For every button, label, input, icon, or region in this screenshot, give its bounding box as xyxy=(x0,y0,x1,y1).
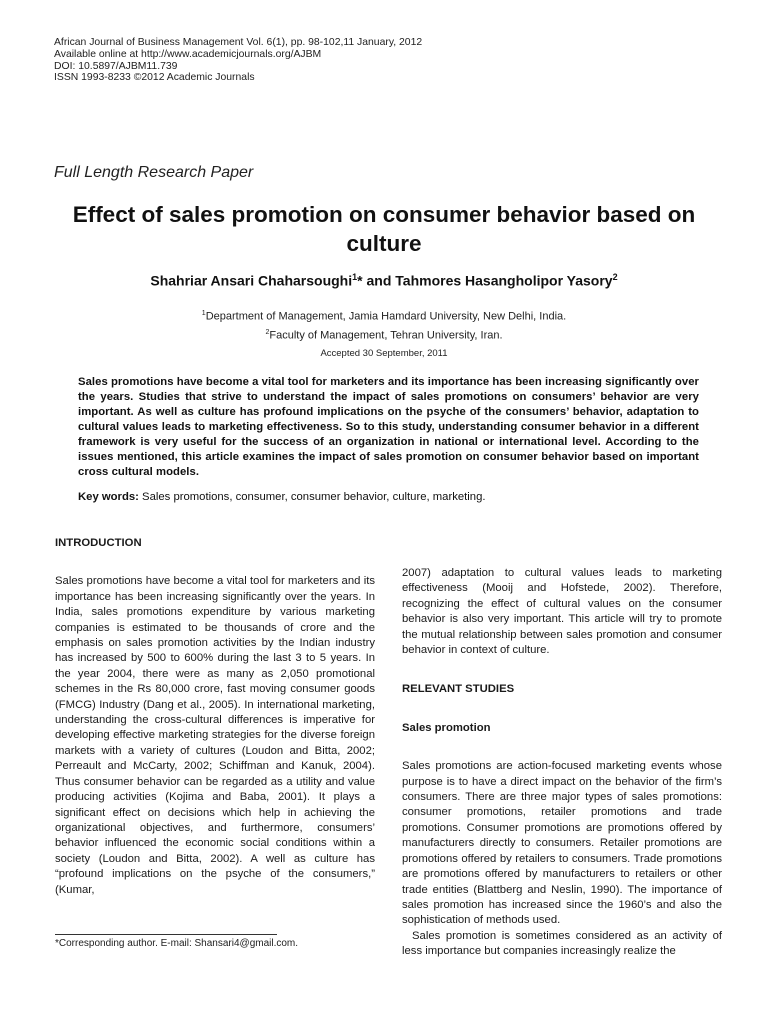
paper-title: Effect of sales promotion on consumer behavior based on culture xyxy=(72,202,696,256)
journal-citation: African Journal of Business Management Vol. 6(1), pp. 98-102,11 January, 2012 xyxy=(54,37,423,48)
keywords-label: Key words: xyxy=(78,491,139,503)
spacer xyxy=(402,658,722,682)
subsection-heading-sales-promotion: Sales promotion xyxy=(402,721,491,734)
paper-type: Full Length Research Paper xyxy=(54,164,254,181)
keywords-text: Sales promotions, consumer, consumer behavior, culture, marketing. xyxy=(138,491,486,503)
sales-promotion-paragraph: Sales promotions are action-focused marketing events whose purpose is to have a direct impact on the behavior of the firm’s consumers. There are three major types of sales promotions: consumer promotions, retailer promotions and trade promotions. Consumer promotions are promotions offered by manufacturers directly to consumers. Retailer promotions are promotions offered by retailers to consumers. Trade promotions are promotions offered by manufacturers to retailers or other trade entities (Blattberg and Neslin, 1990). The importance of sales promotion has increased since the 1960’s and also the sophistication of methods used. xyxy=(402,760,722,927)
left-column xyxy=(55,536,375,898)
affiliation-1-text: Department of Management, Jamia Hamdard University, New Delhi, India. xyxy=(205,310,567,323)
spacer xyxy=(55,551,375,574)
accepted-date: Accepted 30 September, 2011 xyxy=(320,348,448,359)
right-column xyxy=(402,566,722,960)
sales-promotion-paragraph-2: Sales promotion is sometimes considered as an activity of less importance but companies increasingly realize the xyxy=(402,929,722,958)
spacer xyxy=(402,698,722,721)
author-1-affil-mark: 1 xyxy=(352,272,358,282)
abstract: Sales promotions have become a vital tool for marketers and its importance has been increasing significantly over the years. Studies that strive to understand the impact of sales promotions on consumers’ behavior are very important. As well as culture has profound implications on the psyche of the consumers’ behavior, adaptation to cultural values leads to marketing effectiveness. So to this study, understanding consumer behavior in a different framework is very useful for the success of an organization in national or international level. According to the issues mentioned, this article examines the impact of sales promotion on consumer behavior based on important cross cultural models. xyxy=(78,376,699,478)
journal-issn: ISSN 1993-8233 ©2012 Academic Journals xyxy=(54,72,255,84)
section-heading-relevant-studies: RELEVANT STUDIES xyxy=(402,683,515,696)
spacer xyxy=(402,736,722,759)
author-2-affil-mark: 2 xyxy=(612,272,618,282)
author-2: Tahmores Hasangholipor Yasory xyxy=(395,272,613,289)
corresponding-mark: * xyxy=(357,272,363,289)
journal-info xyxy=(54,37,422,84)
affiliation-1 xyxy=(40,306,728,325)
journal-url: Available online at http://www.academicjournals.org/AJBM xyxy=(54,48,322,60)
footnote-rule xyxy=(55,934,277,935)
introduction-paragraph: Sales promotions have become a vital tool for marketers and its importance has been increasing significantly over the years. In India, sales promotions expenditure by various marketing companies is estimated to be thousands of crore and the emphasis on sales promotion activities by the Indian industry has increased by 500 to 600% during the last 3 to 5 years. In the year 2004, there were as many as 2,050 promotional schemes in the Rs 80,000 crore, fast moving consumer goods (FMCG) Industry (Dang et al., 2005). In international marketing, understanding the cross-cultural differences is imperative for developing effective marketing strategies for the diverse foreign markets with a variety of cultures (Loudon and Bitta, 2002; Perreault and McCarty, 2002; Schiffman and Kanuk, 2004). Thus consumer behavior can be regarded as a utility and value producing activities (Kojima and Baba, 2001). It plays a significant effect on decisions which help in achieving the organizational objectives, and furthermore, consumers’ behavior influenced the economic social conditions within a society (Loudon and Bitta, 2002). A well as culture has “profound implications on the psyche of the consumers,” (Kumar, xyxy=(55,575,375,896)
journal-doi: DOI: 10.5897/AJBM11.739 xyxy=(54,60,178,72)
section-heading-introduction: INTRODUCTION xyxy=(55,537,142,549)
keywords xyxy=(78,490,699,505)
corresponding-author-footnote: *Corresponding author. E-mail: Shansari4@gmail.com. xyxy=(55,938,299,949)
affiliations xyxy=(40,306,728,343)
affiliation-2-mark: 2 xyxy=(265,328,270,336)
affiliation-2 xyxy=(40,325,728,344)
author-1: Shahriar Ansari Chaharsoughi xyxy=(150,272,353,289)
authors-conjunction: and xyxy=(362,272,396,289)
introduction-paragraph-continued: 2007) adaptation to cultural values leads to marketing effectiveness (Mooij and Hofstede, 2002). Therefore, recognizing the effect of cultural values on the consumer behavior is also very important. This article will try to promote the mutual relationship between sales promotion and consumer behavior in context of culture. xyxy=(402,567,722,657)
affiliation-1-mark: 1 xyxy=(201,310,206,317)
affiliation-2-text: Faculty of Management, Tehran University, Iran. xyxy=(269,329,503,342)
authors xyxy=(40,272,728,289)
